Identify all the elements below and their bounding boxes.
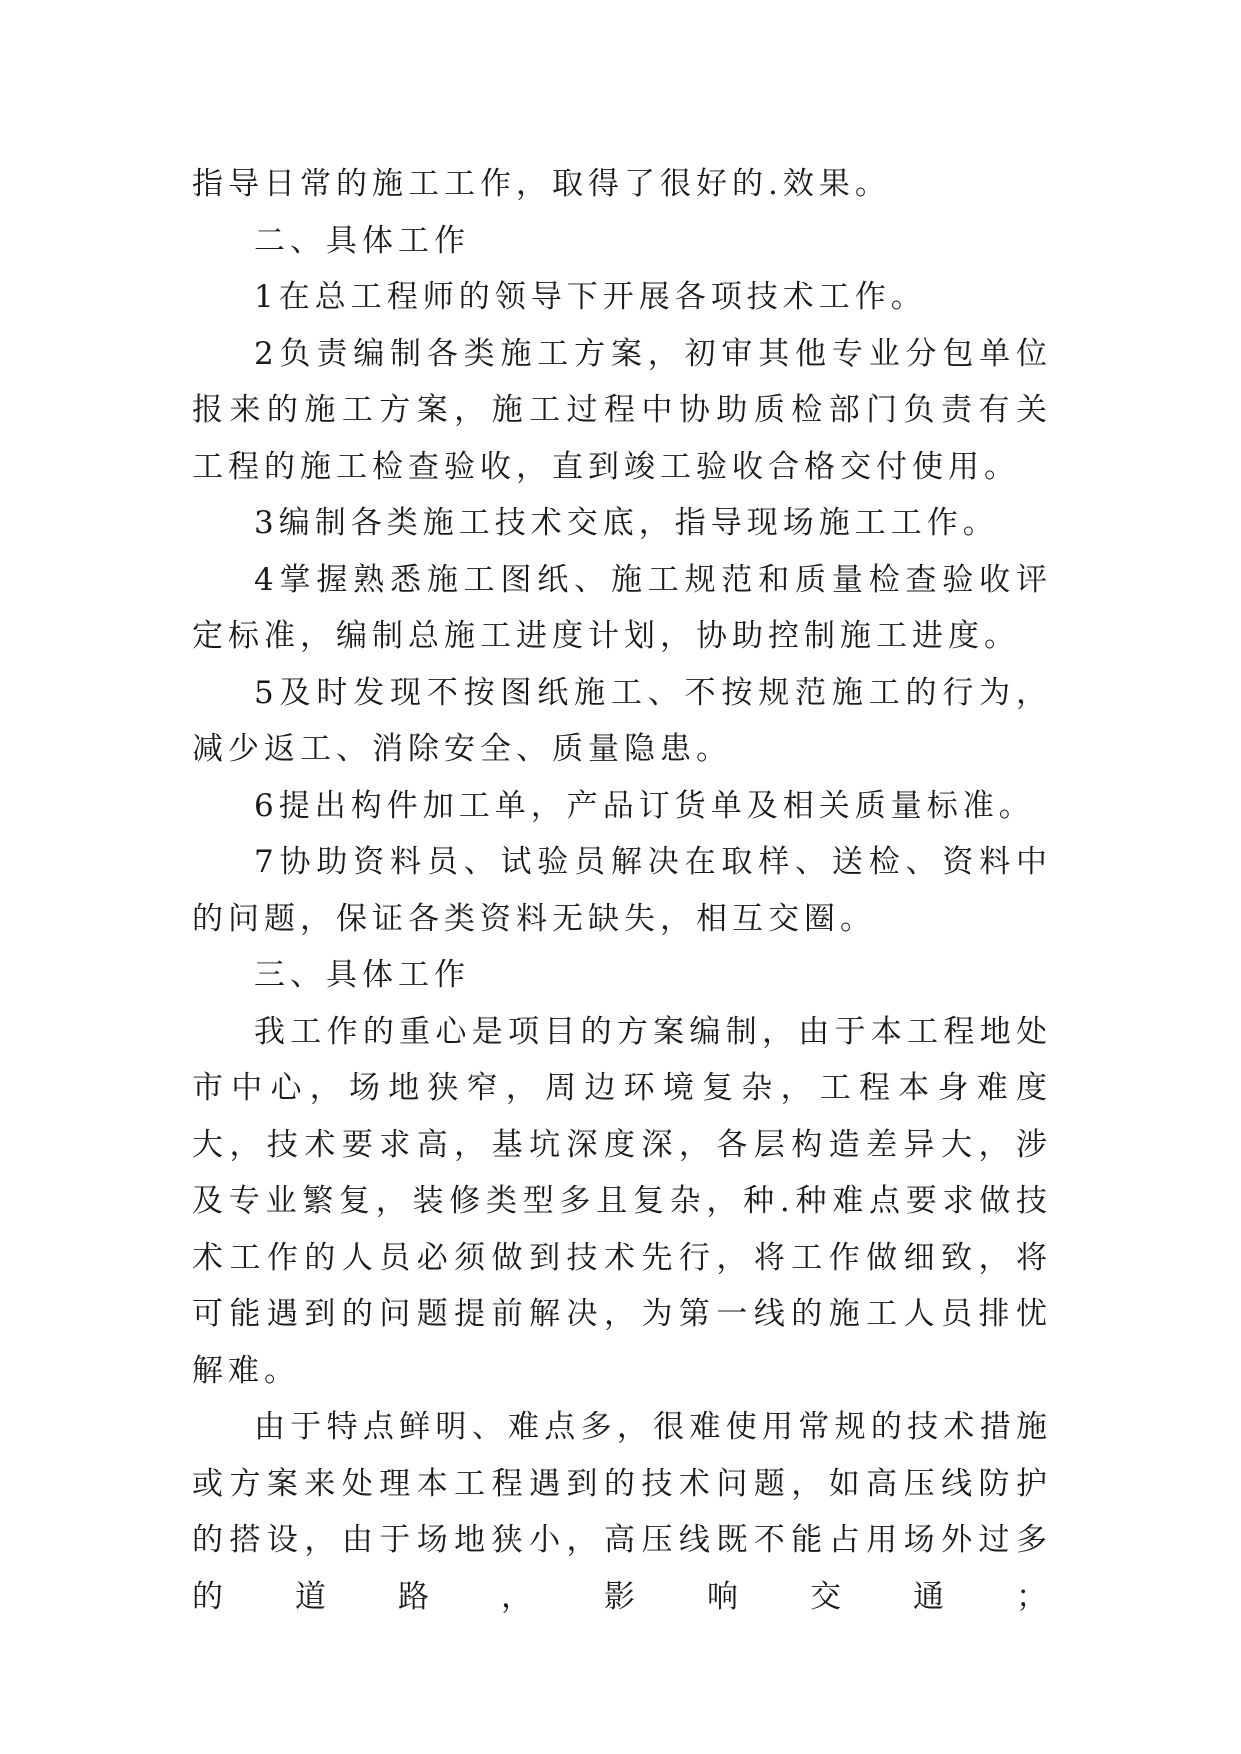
document-body [192, 156, 1052, 1625]
paragraph-item-1: 1在总工程师的领导下开展各项技术工作。 [254, 279, 927, 315]
paragraph-work-focus: 我工作的重心是项目的方案编制，由于本工程地处市中心，场地狭窄，周边环境复杂，工程本身难度大，技术要求高，基坑深度深，各层构造差异大，涉及专业繁复，装修类型多且复杂，种.种难点要求做技术工作的人员必须做到技术先行，将工作做细致，将可能遇到的问题提前解决，为第一线的施工人员排忧解难。 [192, 1013, 1052, 1389]
paragraph-item-7: 7协助资料员、试验员解决在取样、送检、资料中的问题，保证各类资料无缺失，相互交圈。 [192, 844, 1052, 937]
paragraph-item-6: 6提出构件加工单，产品订货单及相关质量标准。 [254, 787, 1035, 824]
paragraph-item-2: 2负责编制各类施工方案，初审其他专业分包单位报来的施工方案，施工过程中协助质检部门负责有关工程的施工检查验收，直到竣工验收合格交付使用。 [192, 335, 1052, 485]
section-heading-2: 二、具体工作 [254, 222, 470, 259]
paragraph-item-5: 5及时发现不按图纸施工、不按规范施工的行为，减少返工、消除安全、质量隐患。 [192, 674, 1052, 767]
paragraph-difficulties: 由于特点鲜明、难点多，很难使用常规的技术措施或方案来处理本工程遇到的技术问题，如高压线防护的搭设，由于场地狭小，高压线既不能占用场外过多的道路，影响交通； [192, 1409, 1052, 1615]
paragraph-item-3: 3编制各类施工技术交底，指导现场施工工作。 [254, 505, 999, 541]
paragraph-item-4: 4掌握熟悉施工图纸、施工规范和质量检查验收评定标准，编制总施工进度计划，协助控制施工进度。 [192, 561, 1052, 654]
section-heading-3: 三、具体工作 [254, 957, 470, 993]
paragraph-continuation: 指导日常的施工工作，取得了很好的.效果。 [192, 166, 891, 202]
